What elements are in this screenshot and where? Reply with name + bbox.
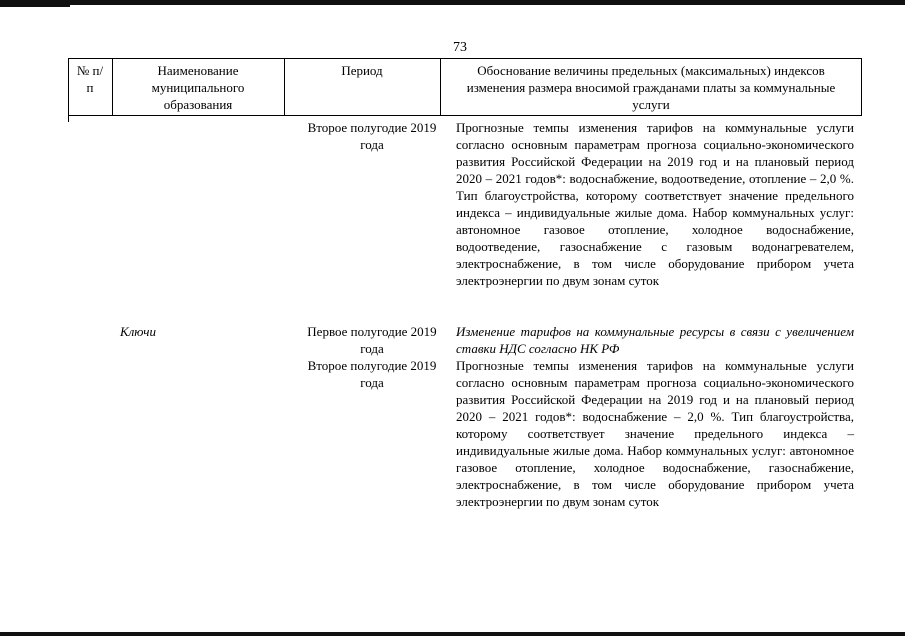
row2-justification-1: Изменение тарифов на коммунальные ресурсы в связи с увеличением ставки НДС согласно НК РФ — [456, 324, 854, 356]
header-justification: Обоснование величины предельных (максимальных) индексов изменения размера вносимой гражданами платы за коммунальные услуги — [466, 63, 836, 112]
row2-justification-2: Прогнозные темпы изменения тарифов на коммунальные услуги согласно основным параметрам прогноза социально-экономического развития Российской Федерации на 2019 год и на плановый период 2020 – 2021 годов*: водоснабжение – 2,0 %. Тип благоустройства, которому соответствует значение предельного индекса – индивидуальные жилые дома. Набор коммунальных услуг: автономное газовое отопление, холодное водоснабжение, газоснабжение, электроснабжение, в том числе оборудование прибором учета электроэнергии по двум зонам суток — [456, 358, 854, 509]
row2-period-2: Второе полугодие 2019 года — [307, 358, 437, 390]
table-header — [68, 58, 862, 116]
row1-period: Второе полугодие 2019 года — [307, 120, 437, 152]
row2-period-1: Первое полугодие 2019 года — [307, 324, 437, 356]
scan-bottom-border — [0, 632, 905, 636]
scan-top-notch — [0, 0, 70, 7]
header-period: Период — [341, 63, 383, 78]
row2-municipality: Ключи — [120, 324, 156, 339]
header-number: № п/п — [76, 63, 104, 95]
scan-top-border — [0, 0, 905, 5]
header-municipality: Наименование муниципального образования — [151, 63, 245, 112]
row1-justification: Прогнозные темпы изменения тарифов на коммунальные услуги согласно основным параметрам прогноза социально-экономического развития Российской Федерации на 2019 год и на плановый период 2020 – 2021 годов*: водоснабжение, водоотведение, отопление – 2,0 %. Тип благоустройства, которому соответствует значение предельного индекса – индивидуальные жилые дома. Набор коммунальных услуг: автономное газовое отопление, холодное водоснабжение, водоотведение, газоснабжение с газовым водонагревателем, электроснабжение, в том числе оборудование прибором учета электроэнергии по двум зонам суток — [456, 120, 854, 288]
page-number: 73 — [453, 40, 467, 55]
